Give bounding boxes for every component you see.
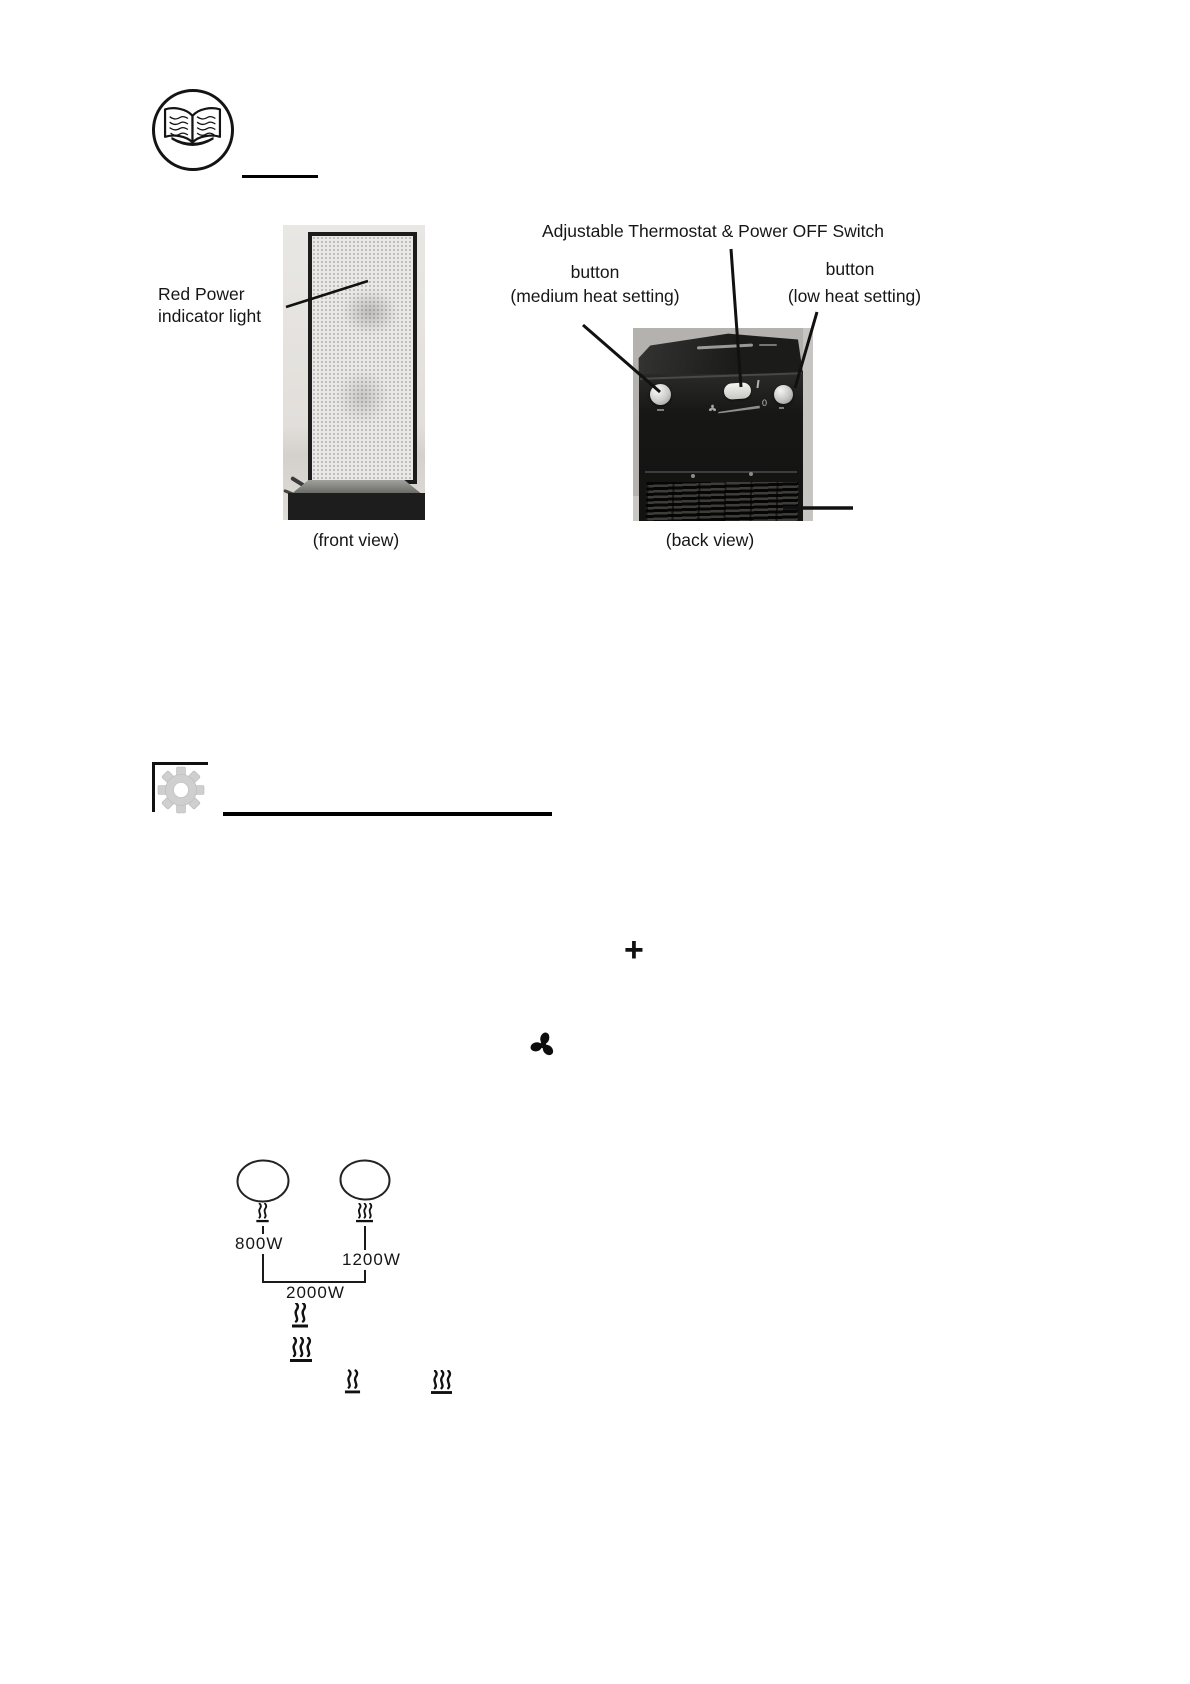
back-heater-top-print [697, 344, 753, 349]
mesh-shadow [342, 290, 398, 334]
heat-waves-2-icon [254, 1203, 271, 1223]
red-power-indicator-label: Red Power indicator light [158, 284, 262, 326]
combined-wattage-label: 2000W [286, 1283, 345, 1302]
medium-heat-button-label-line2: (medium heat setting) [510, 286, 680, 306]
front-heater-base [288, 493, 425, 520]
front-view-caption: (front view) [312, 530, 400, 550]
open-book-icon [152, 89, 234, 171]
heat-waves-3-icon [354, 1203, 375, 1223]
thermostat-knob [723, 382, 751, 400]
heat-waves-2-icon [291, 1302, 309, 1329]
gear-icon [156, 765, 206, 815]
vent-grille [645, 482, 798, 521]
back-view-caption: (back view) [665, 530, 755, 550]
low-heat-button-label-line1: button [825, 259, 875, 279]
heading-underline [242, 175, 318, 178]
back-heater-top-print [759, 344, 777, 346]
section-underline [223, 812, 552, 816]
mesh-shadow [337, 370, 388, 424]
fan-icon [708, 404, 717, 413]
dial-zero-mark: 0 [762, 398, 768, 408]
back-heater-top [637, 332, 803, 374]
left-heater-element-oval [235, 1158, 291, 1204]
medium-heat-button [650, 384, 671, 405]
heat-waves-3-icon [290, 1337, 312, 1363]
front-heater-mesh-panel [308, 232, 417, 484]
button-mark [657, 409, 664, 411]
right-heater-element-oval [338, 1158, 392, 1202]
front-view-photo [283, 225, 425, 520]
wall-background [803, 328, 813, 521]
button-mark [779, 407, 784, 409]
thermostat-switch-label: Adjustable Thermostat & Power OFF Switch [541, 221, 885, 241]
low-heat-button-label-line2: (low heat setting) [787, 286, 922, 306]
heat-waves-3-icon [431, 1370, 452, 1395]
left-wattage-label: 800W [235, 1234, 284, 1253]
right-wattage-label: 1200W [342, 1250, 401, 1269]
back-panel-seam [645, 471, 797, 473]
low-heat-button [774, 385, 793, 404]
plus-symbol: + [624, 931, 644, 969]
fan-icon [528, 1031, 558, 1059]
gear-box-border [152, 762, 155, 812]
heat-waves-2-icon [344, 1369, 361, 1395]
vent-columns [645, 482, 798, 521]
back-view-photo [633, 328, 813, 521]
gear-glyph [156, 765, 206, 815]
screw [691, 474, 695, 478]
open-book-glyph [155, 92, 230, 167]
screw [749, 472, 753, 476]
medium-heat-button-label-line1: button [570, 262, 620, 282]
